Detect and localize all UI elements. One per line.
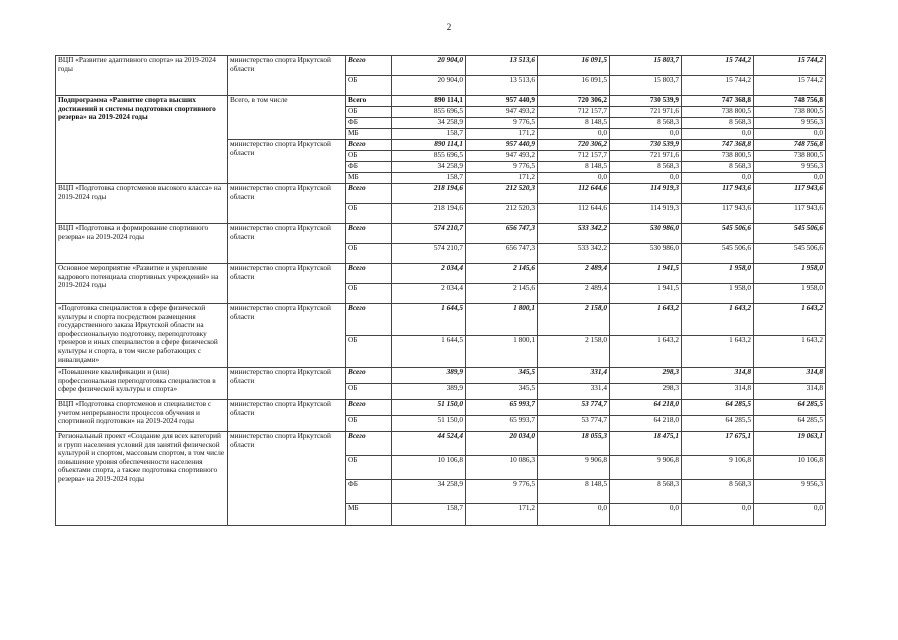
amount-cell: 720 306,2	[538, 140, 610, 151]
amount-cell: 0,0	[610, 173, 682, 184]
amount-cell: 20 034,0	[466, 432, 538, 456]
table-row	[56, 368, 826, 384]
amount-cell: 298,3	[610, 368, 682, 384]
amount-cell: 0,0	[610, 504, 682, 526]
program-name-cell: ВЦП «Подготовка спортсменов высокого класса» на 2019-2024 годы	[56, 184, 228, 224]
amount-cell: 2 489,4	[538, 264, 610, 284]
amount-cell: 738 800,5	[682, 151, 754, 162]
amount-cell: 331,4	[538, 368, 610, 384]
funding-source-cell: ОБ	[346, 107, 392, 118]
funding-source-cell: ОБ	[346, 76, 392, 96]
amount-cell: 20 904,0	[392, 76, 466, 96]
funding-source-cell: ФБ	[346, 480, 392, 504]
amount-cell: 15 744,2	[682, 76, 754, 96]
amount-cell: 10 106,8	[754, 456, 826, 480]
amount-cell: 17 675,1	[682, 432, 754, 456]
amount-cell: 117 943,6	[754, 184, 826, 204]
funding-source-cell: ОБ	[346, 204, 392, 224]
program-name-cell: ВЦП «Подготовка и формирование спортивного резерва» на 2019-2024 годы	[56, 224, 228, 264]
amount-cell: 855 696,5	[392, 107, 466, 118]
funding-source-cell: Всего	[346, 96, 392, 107]
amount-cell: 9 906,8	[610, 456, 682, 480]
funding-source-cell: Всего	[346, 368, 392, 384]
funding-source-cell: ОБ	[346, 384, 392, 400]
amount-cell: 53 774,7	[538, 416, 610, 432]
funding-source-cell: Всего	[346, 184, 392, 204]
amount-cell: 112 644,6	[538, 204, 610, 224]
amount-cell: 2 489,4	[538, 284, 610, 304]
amount-cell: 53 774,7	[538, 400, 610, 416]
amount-cell: 15 803,7	[610, 76, 682, 96]
table-row	[56, 304, 826, 336]
table-row	[56, 432, 826, 456]
funding-source-cell: ОБ	[346, 336, 392, 368]
amount-cell: 748 756,8	[754, 96, 826, 107]
funding-source-cell: Всего	[346, 264, 392, 284]
amount-cell: 114 919,3	[610, 184, 682, 204]
program-name-cell: «Повышение квалификации и (или) профессиональная переподготовка специалистов в сфере физической культуры и спорта»	[56, 368, 228, 400]
amount-cell: 0,0	[682, 173, 754, 184]
table-row	[56, 264, 826, 284]
amount-cell: 533 342,2	[538, 244, 610, 264]
amount-cell: 158,7	[392, 129, 466, 140]
amount-cell: 158,7	[392, 173, 466, 184]
amount-cell: 0,0	[610, 129, 682, 140]
amount-cell: 171,2	[466, 504, 538, 526]
amount-cell: 9 776,5	[466, 162, 538, 173]
amount-cell: 8 148,5	[538, 162, 610, 173]
amount-cell: 712 157,7	[538, 107, 610, 118]
funding-source-cell: ОБ	[346, 416, 392, 432]
executor-cell: министерство спорта Иркутской области	[228, 432, 346, 526]
amount-cell: 530 986,0	[610, 224, 682, 244]
amount-cell: 34 258,9	[392, 480, 466, 504]
amount-cell: 957 440,9	[466, 96, 538, 107]
amount-cell: 8 568,3	[610, 118, 682, 129]
executor-cell: министерство спорта Иркутской области	[228, 224, 346, 264]
amount-cell: 545 506,6	[754, 224, 826, 244]
amount-cell: 64 285,5	[754, 416, 826, 432]
executor-cell: министерство спорта Иркутской области	[228, 140, 346, 184]
amount-cell: 9 956,3	[754, 162, 826, 173]
funding-source-cell: ОБ	[346, 151, 392, 162]
amount-cell: 530 986,0	[610, 244, 682, 264]
amount-cell: 19 063,1	[754, 432, 826, 456]
executor-cell: министерство спорта Иркутской области	[228, 264, 346, 304]
amount-cell: 2 145,6	[466, 264, 538, 284]
amount-cell: 171,2	[466, 173, 538, 184]
funding-source-cell: Всего	[346, 400, 392, 416]
amount-cell: 1 643,2	[682, 336, 754, 368]
executor-cell: министерство спорта Иркутской области	[228, 56, 346, 96]
table-row	[56, 184, 826, 204]
amount-cell: 15 744,2	[682, 56, 754, 76]
amount-cell: 117 943,6	[682, 184, 754, 204]
amount-cell: 9 776,5	[466, 480, 538, 504]
amount-cell: 9 106,8	[682, 456, 754, 480]
amount-cell: 117 943,6	[754, 204, 826, 224]
amount-cell: 171,2	[466, 129, 538, 140]
amount-cell: 712 157,7	[538, 151, 610, 162]
amount-cell: 8 568,3	[610, 162, 682, 173]
amount-cell: 2 034,4	[392, 284, 466, 304]
amount-cell: 345,5	[466, 368, 538, 384]
amount-cell: 64 285,5	[682, 416, 754, 432]
amount-cell: 298,3	[610, 384, 682, 400]
amount-cell: 112 644,6	[538, 184, 610, 204]
table-row	[56, 140, 826, 151]
amount-cell: 389,9	[392, 384, 466, 400]
funding-source-cell: ФБ	[346, 118, 392, 129]
amount-cell: 1 941,5	[610, 264, 682, 284]
amount-cell: 747 368,8	[682, 140, 754, 151]
amount-cell: 2 158,0	[538, 304, 610, 336]
funding-source-cell: ОБ	[346, 456, 392, 480]
program-name-cell: ВЦП «Подготовка спортсменов и специалистов с учетом непрерывности процессов обучения и спортивной подготовки» на 2019-2024 годы	[56, 400, 228, 432]
amount-cell: 212 520,3	[466, 204, 538, 224]
amount-cell: 16 091,5	[538, 56, 610, 76]
amount-cell: 1 958,0	[754, 264, 826, 284]
amount-cell: 8 148,5	[538, 118, 610, 129]
executor-cell: министерство спорта Иркутской области	[228, 304, 346, 368]
amount-cell: 1 644,5	[392, 304, 466, 336]
amount-cell: 890 114,1	[392, 96, 466, 107]
amount-cell: 114 919,3	[610, 204, 682, 224]
amount-cell: 0,0	[682, 504, 754, 526]
amount-cell: 218 194,6	[392, 204, 466, 224]
funding-source-cell: МБ	[346, 173, 392, 184]
amount-cell: 9 776,5	[466, 118, 538, 129]
amount-cell: 957 440,9	[466, 140, 538, 151]
program-name-cell	[56, 140, 228, 184]
funding-source-cell: МБ	[346, 129, 392, 140]
amount-cell: 0,0	[538, 173, 610, 184]
page-number: 2	[446, 22, 452, 32]
amount-cell: 738 800,5	[754, 151, 826, 162]
amount-cell: 10 086,3	[466, 456, 538, 480]
budget-table	[55, 55, 826, 526]
amount-cell: 65 993,7	[466, 400, 538, 416]
amount-cell: 34 258,9	[392, 162, 466, 173]
amount-cell: 890 114,1	[392, 140, 466, 151]
amount-cell: 0,0	[538, 504, 610, 526]
amount-cell: 1 643,2	[610, 336, 682, 368]
amount-cell: 345,5	[466, 384, 538, 400]
amount-cell: 15 744,2	[754, 56, 826, 76]
executor-cell: Всего, в том числе	[228, 96, 346, 140]
amount-cell: 18 475,1	[610, 432, 682, 456]
amount-cell: 1 958,0	[682, 284, 754, 304]
amount-cell: 1 643,2	[682, 304, 754, 336]
amount-cell: 218 194,6	[392, 184, 466, 204]
amount-cell: 15 744,2	[754, 76, 826, 96]
amount-cell: 721 971,6	[610, 151, 682, 162]
amount-cell: 747 368,8	[682, 96, 754, 107]
amount-cell: 64 285,5	[754, 400, 826, 416]
amount-cell: 1 958,0	[682, 264, 754, 284]
amount-cell: 389,9	[392, 368, 466, 384]
amount-cell: 533 342,2	[538, 224, 610, 244]
amount-cell: 545 506,6	[682, 224, 754, 244]
budget-table-body	[56, 56, 826, 526]
amount-cell: 64 285,5	[682, 400, 754, 416]
amount-cell: 947 493,2	[466, 107, 538, 118]
funding-source-cell: ОБ	[346, 284, 392, 304]
table-row	[56, 224, 826, 244]
amount-cell: 10 106,8	[392, 456, 466, 480]
amount-cell: 9 956,3	[754, 480, 826, 504]
amount-cell: 1 643,2	[754, 336, 826, 368]
amount-cell: 9 906,8	[538, 456, 610, 480]
amount-cell: 51 150,0	[392, 400, 466, 416]
table-row	[56, 56, 826, 76]
amount-cell: 9 956,3	[754, 118, 826, 129]
amount-cell: 64 218,0	[610, 400, 682, 416]
amount-cell: 44 524,4	[392, 432, 466, 456]
amount-cell: 738 800,5	[682, 107, 754, 118]
amount-cell: 51 150,0	[392, 416, 466, 432]
amount-cell: 0,0	[754, 173, 826, 184]
table-row	[56, 96, 826, 107]
amount-cell: 331,4	[538, 384, 610, 400]
amount-cell: 574 210,7	[392, 224, 466, 244]
amount-cell: 1 643,2	[754, 304, 826, 336]
amount-cell: 1 958,0	[754, 284, 826, 304]
amount-cell: 13 513,6	[466, 56, 538, 76]
funding-source-cell: ФБ	[346, 162, 392, 173]
amount-cell: 748 756,8	[754, 140, 826, 151]
amount-cell: 8 568,3	[682, 118, 754, 129]
amount-cell: 656 747,3	[466, 244, 538, 264]
funding-source-cell: Всего	[346, 304, 392, 336]
amount-cell: 947 493,2	[466, 151, 538, 162]
amount-cell: 20 904,0	[392, 56, 466, 76]
program-name-cell: Региональный проект «Создание для всех категорий и групп населения условий для занятий физической культурой и спортом, массовым спортом, в том числе повышение уровня обеспеченности населения объектами спорта, а также подготовка спортивного резерва» на 2019-2024 годы	[56, 432, 228, 526]
amount-cell: 65 993,7	[466, 416, 538, 432]
amount-cell: 720 306,2	[538, 96, 610, 107]
amount-cell: 545 506,6	[754, 244, 826, 264]
amount-cell: 1 644,5	[392, 336, 466, 368]
amount-cell: 855 696,5	[392, 151, 466, 162]
amount-cell: 15 803,7	[610, 56, 682, 76]
amount-cell: 8 568,3	[610, 480, 682, 504]
funding-source-cell: Всего	[346, 56, 392, 76]
amount-cell: 730 539,9	[610, 96, 682, 107]
program-name-cell: ВЦП «Развитие адаптивного спорта» на 2019-2024 годы	[56, 56, 228, 96]
amount-cell: 0,0	[538, 129, 610, 140]
funding-source-cell: МБ	[346, 504, 392, 526]
amount-cell: 314,8	[754, 384, 826, 400]
amount-cell: 16 091,5	[538, 76, 610, 96]
amount-cell: 656 747,3	[466, 224, 538, 244]
amount-cell: 2 145,6	[466, 284, 538, 304]
amount-cell: 8 568,3	[682, 480, 754, 504]
amount-cell: 1 800,1	[466, 304, 538, 336]
funding-source-cell: ОБ	[346, 244, 392, 264]
amount-cell: 8 148,5	[538, 480, 610, 504]
table-row	[56, 400, 826, 416]
funding-source-cell: Всего	[346, 140, 392, 151]
executor-cell: министерство спорта Иркутской области	[228, 184, 346, 224]
executor-cell: министерство спорта Иркутской области	[228, 368, 346, 400]
amount-cell: 1 643,2	[610, 304, 682, 336]
amount-cell: 2 158,0	[538, 336, 610, 368]
amount-cell: 13 513,6	[466, 76, 538, 96]
amount-cell: 314,8	[682, 368, 754, 384]
amount-cell: 314,8	[682, 384, 754, 400]
amount-cell: 8 568,3	[682, 162, 754, 173]
program-name-cell: «Подготовка специалистов в сфере физической культуры и спорта посредством размещения государственного заказа Иркутской области на профессиональную подготовку, переподготовку тренеров и иных специалистов в сфере физической культуры и спорта, в том числе работающих с инвалидами»	[56, 304, 228, 368]
amount-cell: 2 034,4	[392, 264, 466, 284]
amount-cell: 738 800,5	[754, 107, 826, 118]
executor-cell: министерство спорта Иркутской области	[228, 400, 346, 432]
program-name-cell: Подпрограмма «Развитие спорта высших достижений и системы подготовки спортивного резерва» на 2019-2024 годы	[56, 96, 228, 140]
amount-cell: 721 971,6	[610, 107, 682, 118]
amount-cell: 574 210,7	[392, 244, 466, 264]
amount-cell: 34 258,9	[392, 118, 466, 129]
funding-source-cell: Всего	[346, 224, 392, 244]
amount-cell: 117 943,6	[682, 204, 754, 224]
amount-cell: 0,0	[754, 129, 826, 140]
program-name-cell: Основное мероприятие «Развитие и укрепление кадрового потенциала спортивных учреждений» на 2019-2024 годы	[56, 264, 228, 304]
amount-cell: 1 800,1	[466, 336, 538, 368]
amount-cell: 730 539,9	[610, 140, 682, 151]
amount-cell: 64 218,0	[610, 416, 682, 432]
amount-cell: 158,7	[392, 504, 466, 526]
amount-cell: 212 520,3	[466, 184, 538, 204]
amount-cell: 314,8	[754, 368, 826, 384]
amount-cell: 545 506,6	[682, 244, 754, 264]
amount-cell: 1 941,5	[610, 284, 682, 304]
funding-source-cell: Всего	[346, 432, 392, 456]
amount-cell: 18 055,3	[538, 432, 610, 456]
amount-cell: 0,0	[754, 504, 826, 526]
amount-cell: 0,0	[682, 129, 754, 140]
